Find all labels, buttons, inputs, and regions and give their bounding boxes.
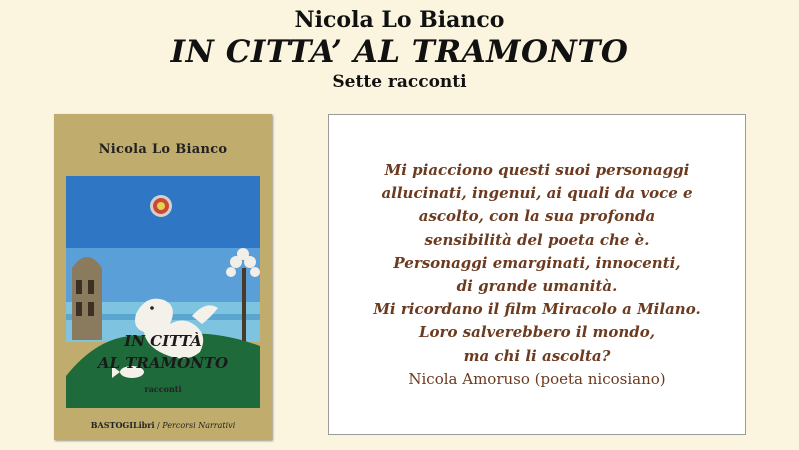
series-name: Percorsi Narrativi [162,421,236,430]
cover-title-line-1: IN CITTÀ [124,332,202,350]
book-subtitle: Sette racconti [332,72,467,92]
quote-line: Loro salverebbero il mondo, [418,323,655,342]
cover-title-line-2: AL TRAMONTO [97,354,229,372]
book-cover [54,114,272,440]
quote-attribution: Nicola Amoruso (poeta nicosiano) [408,370,666,388]
cover-author: Nicola Lo Bianco [98,142,228,157]
quote-line: allucinati, ingenui, ai quali da voce e [381,184,693,203]
quote-line: sensibilità del poeta che è. [424,230,650,249]
quote-line: Mi ricordano il film Miracolo a Milano. [373,300,701,319]
cover-publisher: BASTOGILibri / Percorsi Narrativi [90,420,236,430]
cover-subtitle: racconti [144,384,182,394]
publisher-name: BASTOGILibri [90,420,155,430]
book-title: IN CITTA’ AL TRAMONTO [170,34,629,70]
quote-line: di grande umanità. [456,277,618,296]
quote-box [328,114,746,435]
review-quote [329,159,745,368]
quote-line: Mi piacciono questi suoi personaggi [384,161,690,179]
cover-title [54,330,272,374]
quote-line: Personaggi emarginati, innocenti, [393,253,681,272]
quote-line: ma chi li ascolta? [463,346,611,365]
page-header [0,6,799,94]
quote-line: ascolto, con la sua profonda [418,207,656,226]
author-name: Nicola Lo Bianco [294,7,505,33]
